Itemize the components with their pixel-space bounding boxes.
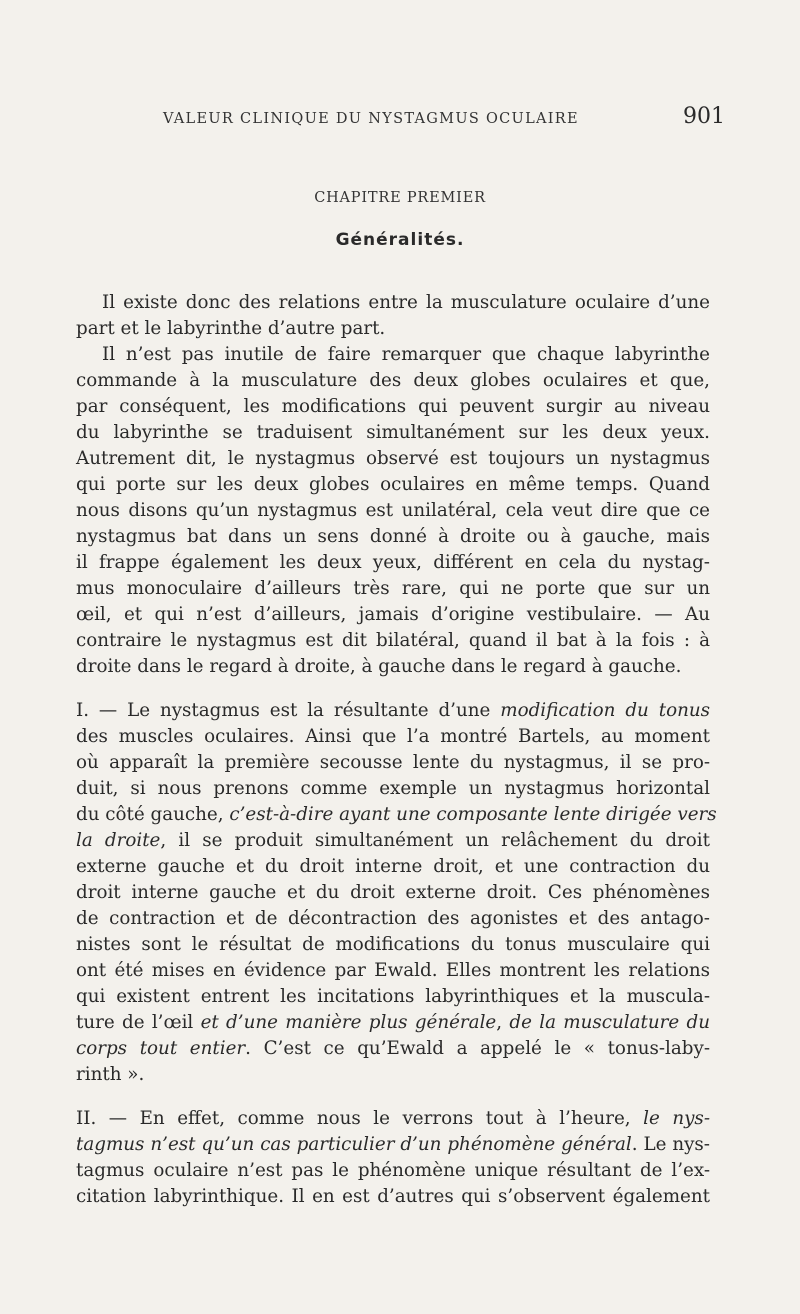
paragraph-2 xyxy=(76,342,710,680)
text-line: du labyrinthe se traduisent simultanément sur les deux yeux. xyxy=(76,422,710,443)
text-line: Il n’est pas inutile de faire remarquer que chaque labyrinthe xyxy=(102,344,710,365)
text-line: externe gauche et du droit interne droit, et une contraction du xyxy=(76,856,710,877)
running-title: VALEUR CLINIQUE DU NYSTAGMUS OCULAIRE xyxy=(163,111,579,127)
chapter-heading: CHAPITRE PREMIER xyxy=(314,190,486,206)
text-line: par conséquent, les modifications qui peuvent surgir au niveau xyxy=(76,396,710,417)
text-line: rinth ». xyxy=(76,1064,145,1085)
text-line: I. — Le nystagmus est la résultante d’une modification du tonus xyxy=(76,700,711,721)
body-text xyxy=(76,290,717,1210)
text-line: droit interne gauche et du droit externe droit. Ces phénomènes xyxy=(76,882,710,903)
text-line: œil, et qui n’est d’ailleurs, jamais d’origine vestibulaire. — Au xyxy=(76,604,710,625)
text-line: Autrement dit, le nystagmus observé est toujours un nystagmus xyxy=(76,448,710,469)
section-heading: Généralités. xyxy=(335,230,465,250)
text-line: qui existent entrent les incitations labyrinthiques et la muscula- xyxy=(76,986,710,1007)
text-line: contraire le nystagmus est dit bilatéral, quand il bat à la fois : à xyxy=(76,630,710,651)
text-line: tagmus oculaire n’est pas le phénomène unique résultant de l’ex- xyxy=(76,1160,710,1181)
text-line: qui porte sur les deux globes oculaires en même temps. Quand xyxy=(76,474,710,495)
page-number: 901 xyxy=(683,104,725,129)
text-line: nistes sont le résultat de modifications du tonus musculaire qui xyxy=(76,934,710,955)
text-line: nystagmus bat dans un sens donné à droite ou à gauche, mais xyxy=(76,526,710,547)
text-line: de contraction et de décontraction des agonistes et des antago- xyxy=(76,908,710,929)
text-line: corps tout entier. C’est ce qu’Ewald a appelé le « tonus-laby- xyxy=(76,1038,710,1059)
text-line: mus monoculaire d’ailleurs très rare, qui ne porte que sur un xyxy=(76,578,710,599)
paragraph-3 xyxy=(76,698,717,1088)
running-header xyxy=(130,103,725,135)
text-line: ture de l’œil et d’une manière plus générale, de la musculature du xyxy=(76,1012,711,1033)
text-line: II. — En effet, comme nous le verrons tout à l’heure, le nys- xyxy=(76,1108,710,1129)
text-line: part et le labyrinthe d’autre part. xyxy=(76,318,386,339)
text-line: ont été mises en évidence par Ewald. Elles montrent les relations xyxy=(76,960,710,981)
text-line: tagmus n’est qu’un cas particulier d’un phénomène général. Le nys- xyxy=(76,1134,710,1155)
text-line: la droite, il se produit simultanément un relâchement du droit xyxy=(76,830,710,851)
text-line: citation labyrinthique. Il en est d’autres qui s’observent également xyxy=(76,1186,710,1207)
paragraph-4 xyxy=(76,1106,710,1210)
text-line: il frappe également les deux yeux, différent en cela du nystag- xyxy=(76,552,710,573)
paragraph-1 xyxy=(76,290,710,342)
text-line: où apparaît la première secousse lente du nystagmus, il se pro- xyxy=(76,752,710,773)
text-line: droite dans le regard à droite, à gauche dans le regard à gauche. xyxy=(76,656,682,677)
text-line: des muscles oculaires. Ainsi que l’a montré Bartels, au moment xyxy=(76,726,710,747)
text-line: commande à la musculature des deux globes oculaires et que, xyxy=(76,370,710,391)
text-line: Il existe donc des relations entre la musculature oculaire d’une xyxy=(102,292,710,313)
text-line: du côté gauche, c’est-à-dire ayant une composante lente dirigée vers xyxy=(76,804,717,825)
text-line: duit, si nous prenons comme exemple un nystagmus horizontal xyxy=(76,778,710,799)
text-line: nous disons qu’un nystagmus est unilatéral, cela veut dire que ce xyxy=(76,500,710,521)
